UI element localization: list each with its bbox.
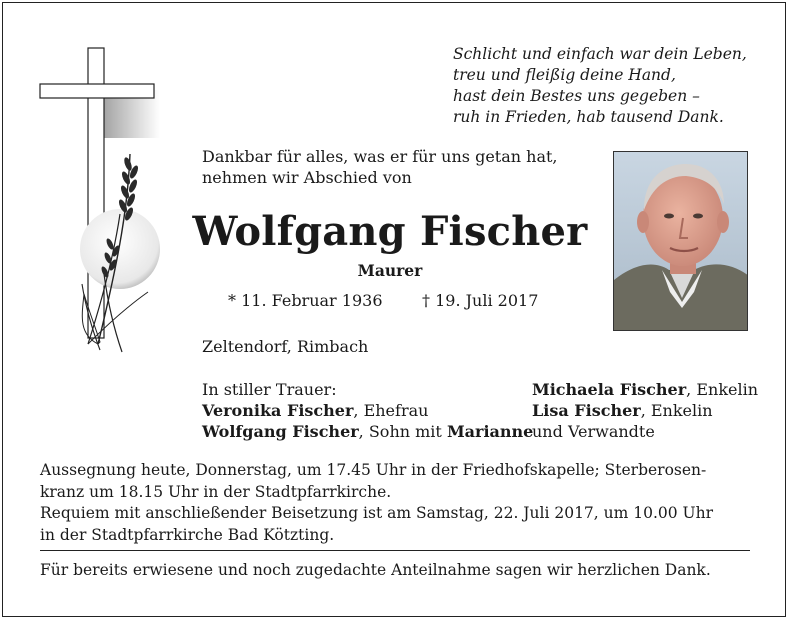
birth-date: * 11. Februar 1936	[228, 291, 383, 310]
mourner-name: Veronika Fischer	[202, 401, 354, 420]
poem-verse	[453, 44, 773, 128]
residence-place: Zeltendorf, Rimbach	[202, 337, 369, 356]
intro-line: nehmen wir Abschied von	[202, 168, 412, 187]
portrait-photo	[613, 151, 748, 331]
service-line: Aussegnung heute, Donnerstag, um 17.45 Uhr in der Friedhofskapelle; Sterberosen-	[40, 461, 707, 479]
service-details	[40, 460, 750, 546]
thanks-text: Für bereits erwiesene und noch zugedachte Anteilnahme sagen wir herzlichen Dank.	[40, 561, 711, 579]
service-line: kranz um 18.15 Uhr in der Stadtpfarrkirche.	[40, 482, 392, 501]
poem-line: Schlicht und einfach war dein Leben,	[453, 45, 747, 63]
poem-line: ruh in Frieden, hab tausend Dank.	[453, 108, 724, 126]
deceased-name: Wolfgang Fischer	[192, 208, 588, 255]
mourner-relation: und Verwandte	[532, 422, 655, 441]
mourner-partner-name: Marianne	[446, 422, 534, 441]
intro-line: Dankbar für alles, was er für uns getan hat,	[202, 147, 558, 166]
mourners-heading: In stiller Trauer:	[202, 380, 337, 399]
mourner-relation: , Ehefrau	[353, 401, 429, 420]
mourner-relation: , Enkelin	[640, 401, 713, 420]
service-line: in der Stadtpfarrkirche Bad Kötzting.	[40, 525, 335, 544]
mourner-entry	[202, 400, 533, 421]
mourner-relation: , Enkelin	[686, 380, 759, 399]
deceased-occupation: Maurer	[357, 261, 423, 280]
portrait-image	[614, 152, 748, 331]
divider	[40, 550, 750, 551]
intro-text	[202, 146, 558, 188]
mourner-entry	[202, 421, 533, 442]
death-date: † 19. Juli 2017	[422, 291, 539, 310]
poem-line: hast dein Bestes uns gegeben –	[453, 87, 700, 105]
mourners-left	[202, 379, 533, 442]
mourner-entry	[532, 379, 758, 400]
poem-line: treu und fleißig deine Hand,	[453, 66, 676, 84]
mourner-relation: , Sohn mit	[358, 422, 447, 441]
mourner-name: Wolfgang Fischer	[202, 422, 359, 441]
mourner-name: Michaela Fischer	[532, 380, 687, 399]
service-line: Requiem mit anschließender Beisetzung ist am Samstag, 22. Juli 2017, um 10.00 Uhr	[40, 504, 714, 522]
cross-with-wheat-icon	[38, 44, 168, 354]
mourners-right	[532, 379, 758, 442]
mourner-entry	[532, 400, 758, 421]
mourner-entry	[532, 421, 758, 442]
mourner-name: Lisa Fischer	[532, 401, 641, 420]
